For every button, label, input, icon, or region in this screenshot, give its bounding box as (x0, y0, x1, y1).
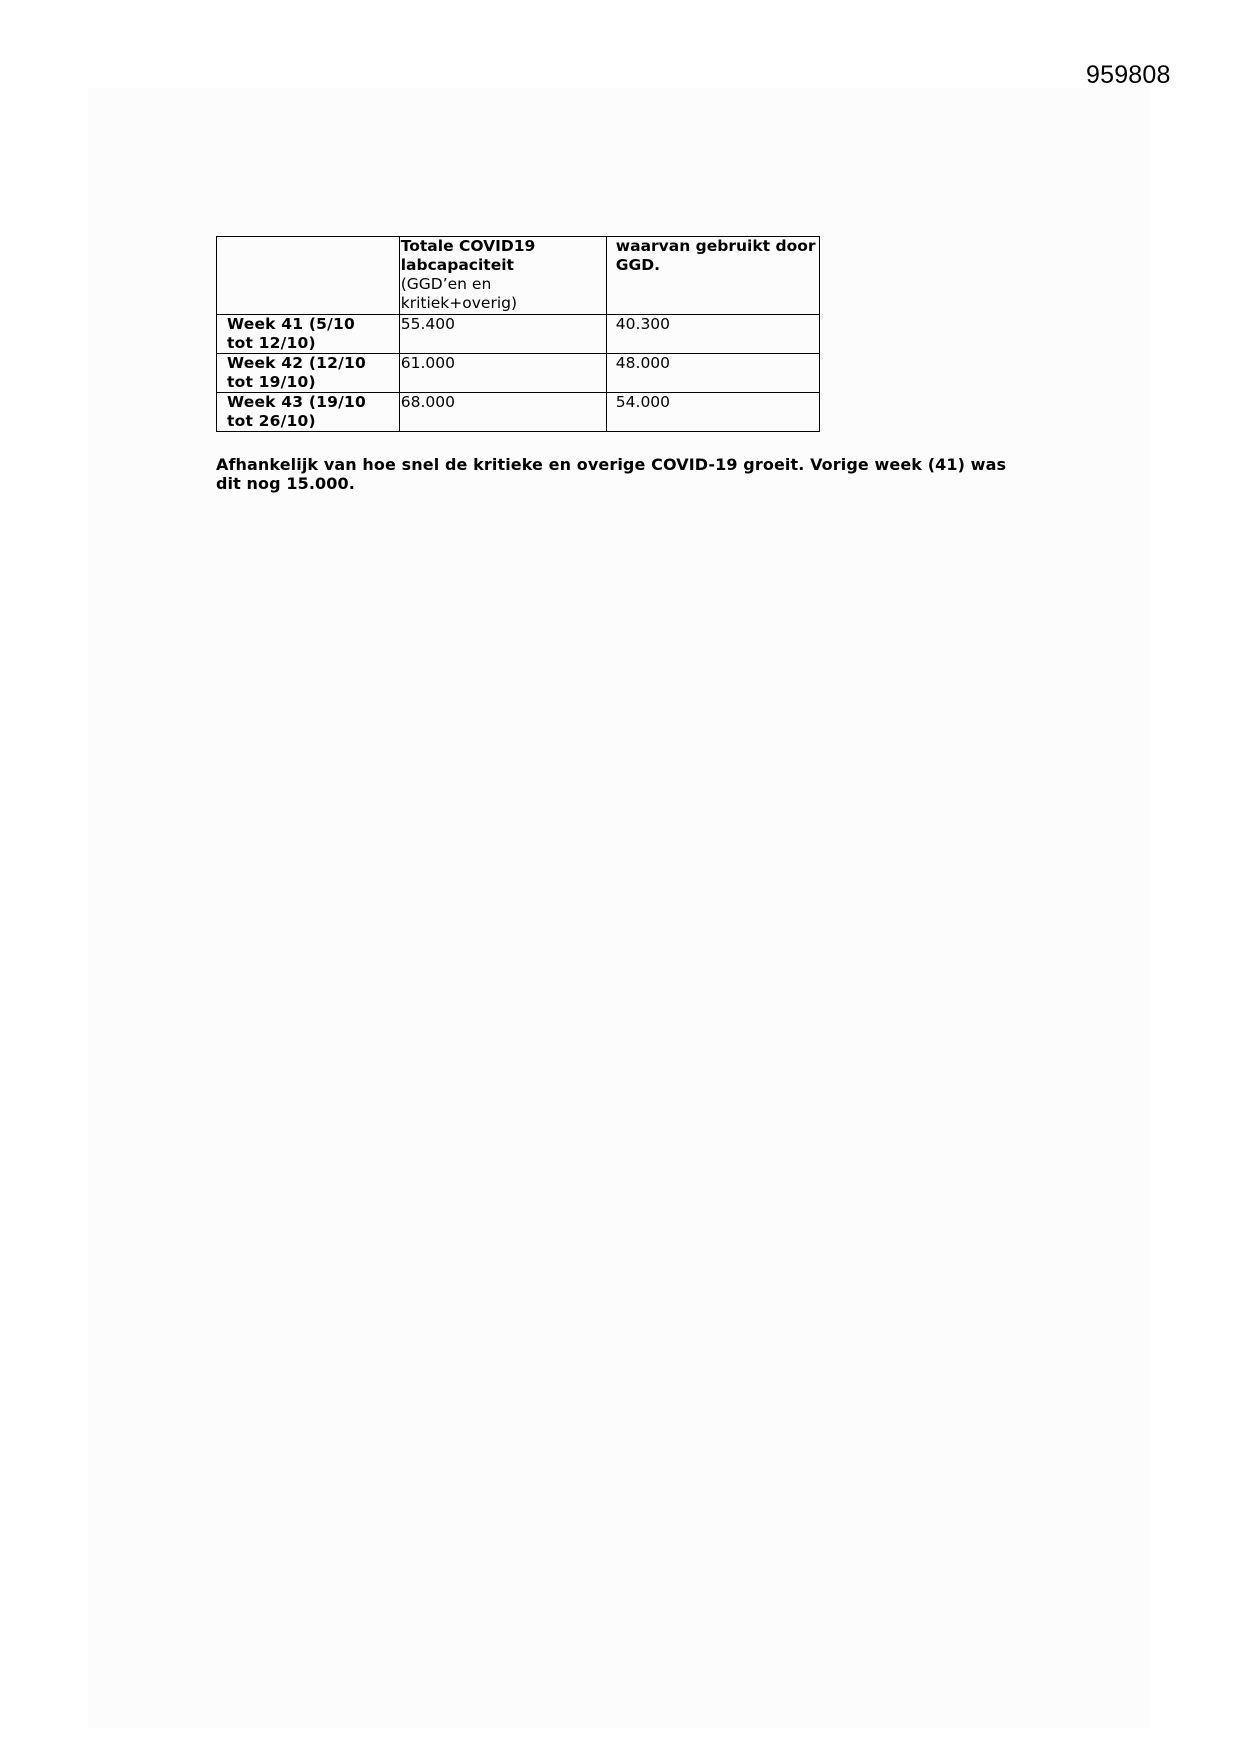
ggd-used-cell: 54.000 (606, 393, 819, 432)
week-label-line2: tot 19/10) (227, 373, 316, 391)
week-cell (217, 354, 400, 393)
header-total-capacity (399, 237, 606, 315)
week-label-line1: Week 41 (5/10 (227, 315, 355, 333)
total-capacity-cell: 68.000 (399, 393, 606, 432)
table-row (217, 354, 820, 393)
ggd-used-cell: 48.000 (606, 354, 819, 393)
header-week (217, 237, 400, 315)
week-label-line1: Week 43 (19/10 (227, 393, 366, 411)
total-capacity-cell: 61.000 (399, 354, 606, 393)
table-row (217, 393, 820, 432)
total-capacity-cell: 55.400 (399, 315, 606, 354)
week-cell (217, 315, 400, 354)
week-cell (217, 393, 400, 432)
header-ggd-used: waarvan gebruikt door GGD. (606, 237, 819, 315)
table-header-row (217, 237, 820, 315)
week-label-line2: tot 26/10) (227, 412, 316, 430)
document-number: 959808 (1086, 61, 1171, 89)
table-row (217, 315, 820, 354)
week-label-line2: tot 12/10) (227, 334, 316, 352)
header-total-subtitle: (GGD’en en kritiek+overig) (400, 275, 518, 312)
capacity-note: Afhankelijk van hoe snel de kritieke en overige COVID-19 groeit. Vorige week (41) was dit nog 15.000. (216, 455, 1007, 493)
ggd-used-cell: 40.300 (606, 315, 819, 354)
lab-capacity-table (216, 236, 820, 432)
week-label-line1: Week 42 (12/10 (227, 354, 366, 372)
header-total-title: Totale COVID19 labcapaciteit (400, 237, 536, 274)
